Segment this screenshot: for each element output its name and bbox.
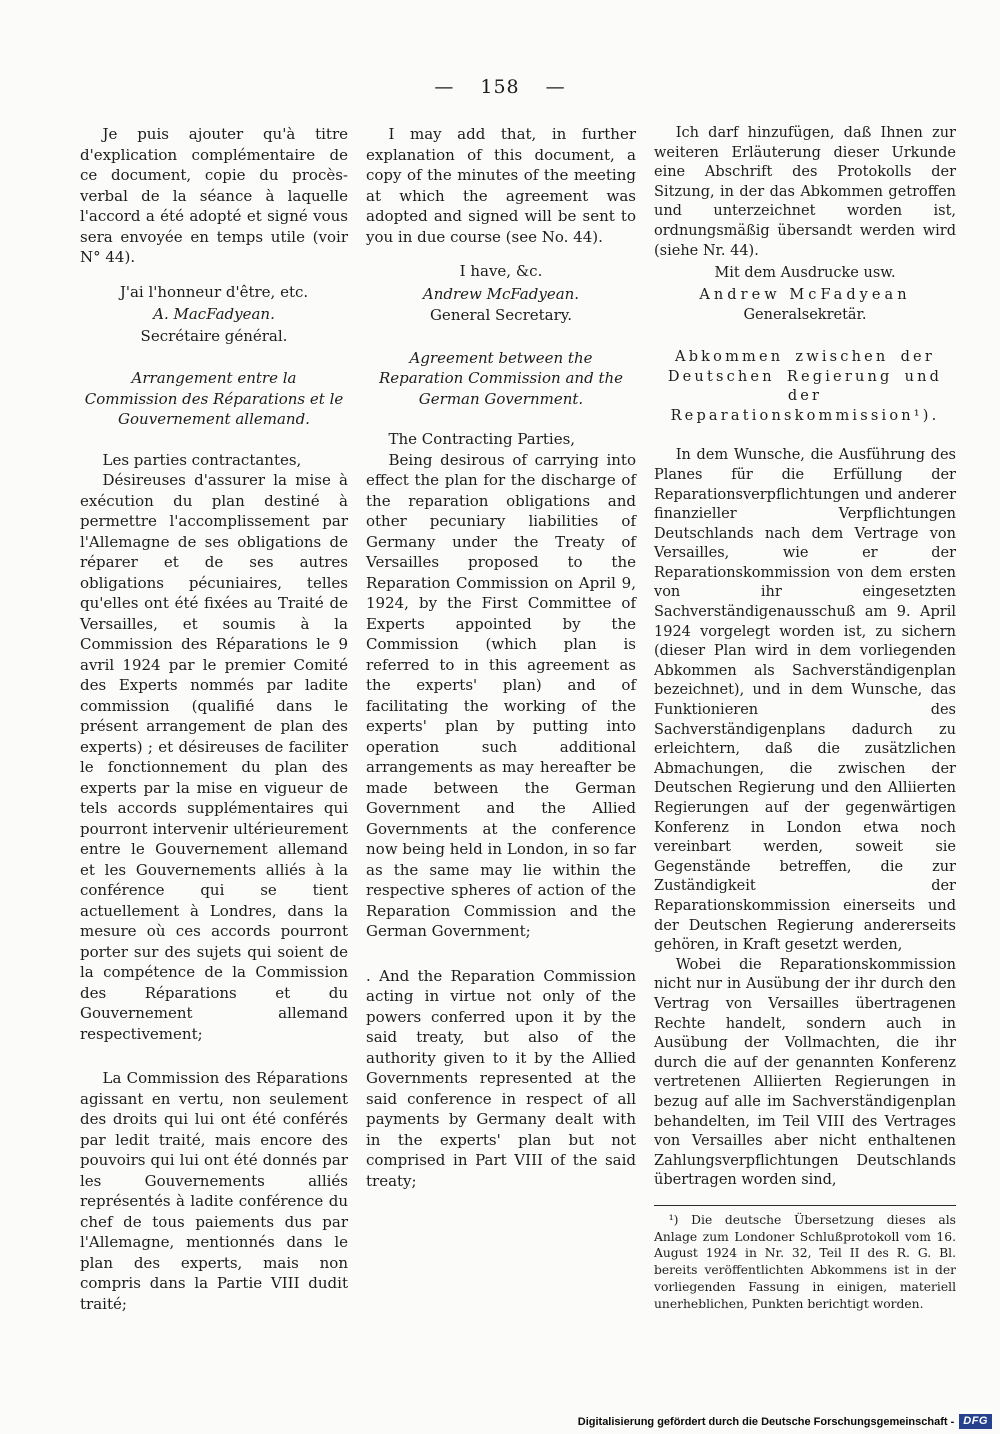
french-signature-title: Secrétaire général. — [140, 326, 288, 345]
german-section-heading: Abkommen zwischen der Deutschen Regierung und der Reparationskommission¹). — [667, 348, 943, 424]
column-french — [80, 124, 348, 1314]
dfg-logo: DFG — [959, 1414, 992, 1429]
english-signature-name: Andrew McFadyean. — [422, 284, 580, 303]
german-desirous-paragraph: In dem Wunsche, die Ausführung des Planes für die Erfüllung der Reparationsverpflichtungen und anderer finanzieller Verpflichtungen Deutschlands nach dem Vertrage von Versailles, wie er der Reparationskommission von dem ersten von ihr eingesetzten Sachverständigenausschuß am 9. April 1924 vorgelegt worden ist, zu sichern (dieser Plan wird in dem vorliegenden Abkommen als Sachverständigenplan bezeichnet), und in dem Wunsche, das Funktionieren des Sachverständigenplans dadurch zu erleichtern, daß die zusätzlichen Abmachungen, die zwischen der Deutschen Regierung und den Alliierten Regierungen auf der gegenwärtigen Konferenz in London etwa noch vereinbart werden, soweit sie Gegenstände betreffen, die zur Zuständigkeit der Reparationskommission einerseits und der Deutschen Regierung andererseits gehören, in Kraft gesetzt werden, — [654, 447, 956, 954]
english-intro-paragraph: I may add that, in further explanation of this document, a copy of the minutes of the meeting at which the agreement was adopted and signed will be sent to you in due course (see No. 44). — [366, 125, 636, 246]
french-section-heading: Arrangement entre la Commission des Réparations et le Gouvernement allemand. — [84, 369, 344, 428]
digitization-credit — [578, 1414, 992, 1429]
german-closing-line: Mit dem Ausdrucke usw. — [714, 265, 896, 282]
french-closing-line: J'ai l'honneur d'être, etc. — [119, 282, 309, 301]
english-desirous-paragraph: Being desirous of carrying into effect the plan for the discharge of the reparation obligations and other pecuniary liabilities of Germany under the Treaty of Versailles proposed to the Reparation Commission on April 9, 1924, by the First Committee of Experts appointed by the Commission (which plan is referred to in this agreement as the experts' plan) and of facilitating the working of the experts' plan by putting into operation such additional arrangements as may hereafter be made between the German Government and the Allied Governments at the conference now being held in London, in so far as the same may lie within the respective spheres of action of the Reparation Commission and the German Government; — [366, 450, 636, 940]
german-footnote-block — [654, 1205, 956, 1313]
german-signature-title: Generalsekretär. — [743, 307, 867, 324]
column-german — [654, 124, 956, 1314]
german-intro-paragraph: Ich darf hinzufügen, daß Ihnen zur weiteren Erläuterung dieser Urkunde eine Abschrift des Protokolls der Sitzung, in der das Abkommen getroffen und unterzeichnet worden ist, ordnungsmäßig übersandt werden wird (siehe Nr. 44). — [654, 125, 956, 259]
french-intro-paragraph: Je puis ajouter qu'à titre d'explication complémentaire de ce document, copie du procès-verbal de la séance à laquelle l'accord a été adopté et signé vous sera envoyée en temps utile (voir N° 44). — [80, 125, 348, 266]
three-column-text — [0, 98, 1000, 1314]
german-footnote-text: ¹) Die deutsche Übersetzung dieses als Anlage zum Londoner Schlußprotokoll vom 16. August 1924 in Nr. 32, Teil II des R. G. Bl. bereits veröffentlichten Abkommens ist in der vorliegenden Fassung in einigen, materiell unerheblichen, Punkten berichtigt worden. — [654, 1212, 956, 1311]
english-closing-line: I have, &c. — [459, 262, 543, 280]
german-commission-paragraph: Wobei die Reparationskommission nicht nur in Ausübung der ihr durch den Vertrag von Versailles übertragenen Rechte handelt, sondern auch in Ausübung der Vollmachten, die ihr durch die auf der genannten Konferenz vertretenen Alliierten Regierungen in bezug auf alle im Sachverständigenplan behandelten, im Teil VIII des Vertrages von Versailles aber nicht enthaltenen Zahlungsverpflichtungen Deutschlands übertragen worden sind, — [654, 956, 956, 1189]
french-signature-block — [80, 282, 348, 347]
english-signature-block — [366, 261, 636, 326]
page-number-dash-right: — — [545, 76, 566, 98]
english-commission-paragraph: . And the Reparation Commission acting in virtue not only of the powers conferred upon it by the said treaty, but also of the authority given to it by the Allied Governments represented at the said conference in respect of all payments by Germany dealt with in the experts' plan but not comprised in Part VIII of the said treaty; — [366, 966, 636, 1190]
french-signature-name: A. MacFadyean. — [153, 305, 275, 323]
english-section-heading: Agreement between the Reparation Commission and the German Government. — [378, 348, 624, 408]
german-signature-name: Andrew McFadyean — [699, 286, 911, 303]
french-parties-line: Les parties contractantes, — [102, 450, 302, 469]
footnote-divider — [654, 1205, 956, 1206]
german-signature-block — [654, 264, 956, 326]
french-desirous-paragraph: Désireuses d'assurer la mise à exécution du plan destiné à permettre l'accomplissement par l'Allemagne de ses obligations de réparer et de ses autres obligations pécuniaires, telles qu'elles ont été fixées au Traité de Versailles, et soumis à la Commission des Réparations le 9 avril 1924 par le premier Comité des Experts nommés par ladite commission (qualifié dans le présent arrangement de plan des experts) ; et désireuses de faciliter le fonctionnement du plan des experts par la mise en vigueur de tels accords supplémentaires qui pourront intervenir ultérieurement entre le Gouvernement allemand et les Gouvernements alliés à la conférence qui se tient actuellement à Londres, dans la mesure où ces accords pourront porter sur des sujets qui soient de la compétence de la Commission des Réparations et du Gouvernement allemand respectivement; — [80, 471, 348, 1043]
page-number-value: 158 — [480, 76, 520, 98]
page-number — [0, 0, 1000, 98]
digitization-credit-text: Digitalisierung gefördert durch die Deutsche Forschungsgemeinschaft - — [577, 1415, 955, 1428]
english-parties-line: The Contracting Parties, — [388, 430, 576, 448]
column-english — [366, 124, 636, 1314]
english-signature-title: General Secretary. — [429, 306, 573, 324]
page-number-dash-left: — — [434, 76, 455, 98]
french-commission-paragraph: La Commission des Réparations agissant en vertu, non seulement des droits qui lui ont été conférés par ledit traité, mais encore des pouvoirs qui lui ont été donnés par les Gouvernements alliés représentés à ladite conférence du chef de tous paiements dus par l'Allemagne, mentionnés dans le plan des experts, mais non compris dans la Partie VIII dudit traité; — [80, 1069, 348, 1313]
